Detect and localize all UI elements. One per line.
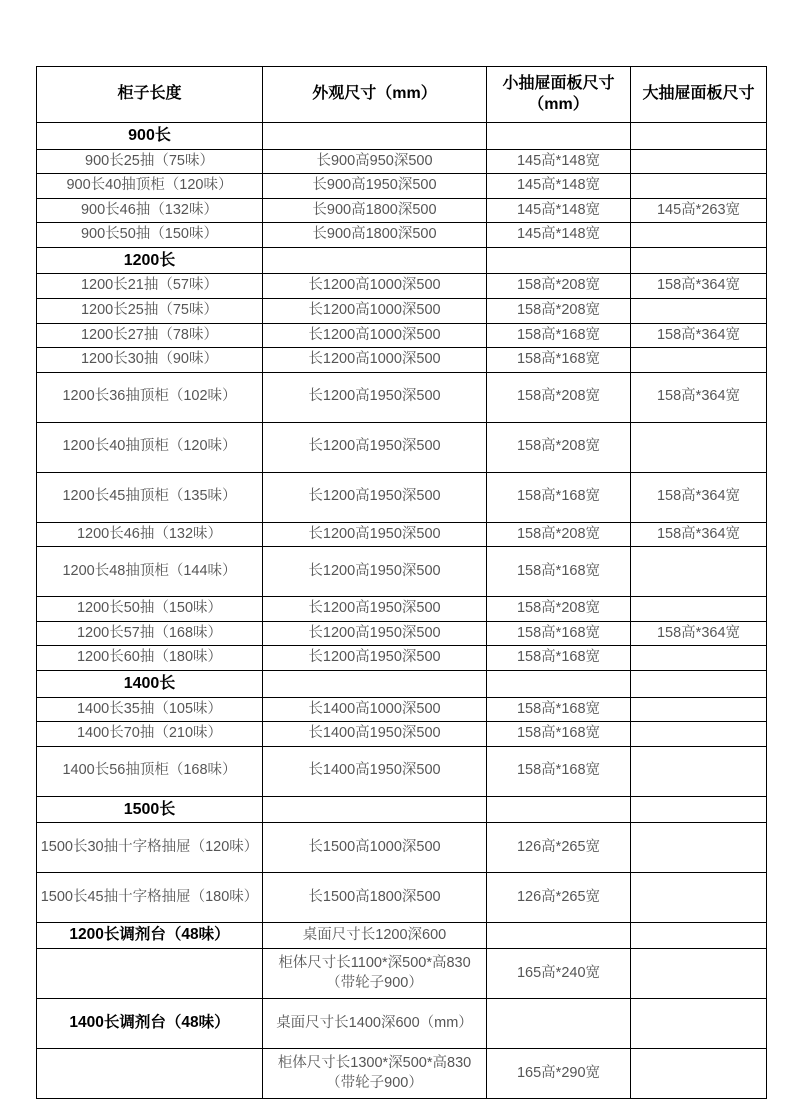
cell-small-drawer-panel bbox=[487, 796, 631, 823]
cell-cabinet-length: 1200长48抽顶柜（144味） bbox=[37, 547, 263, 597]
cell-cabinet-length: 1200长36抽顶柜（102味） bbox=[37, 372, 263, 422]
cell-small-drawer-panel: 126高*265宽 bbox=[487, 873, 631, 923]
cell-exterior-size: 长1200高1950深500 bbox=[263, 646, 487, 671]
cell-large-drawer-panel bbox=[631, 247, 767, 274]
table-row bbox=[37, 646, 767, 671]
cell-large-drawer-panel bbox=[631, 174, 767, 199]
section-header-row bbox=[37, 796, 767, 823]
cell-small-drawer-panel: 145高*148宽 bbox=[487, 149, 631, 174]
cell-large-drawer-panel: 158高*364宽 bbox=[631, 274, 767, 299]
table-header-row bbox=[37, 67, 767, 123]
cell-small-drawer-panel: 165高*290宽 bbox=[487, 1049, 631, 1099]
cell-large-drawer-panel bbox=[631, 299, 767, 324]
cell-small-drawer-panel: 145高*148宽 bbox=[487, 223, 631, 248]
cell-exterior-size: 柜体尺寸长1100*深500*高830（带轮子900） bbox=[263, 949, 487, 999]
cell-small-drawer-panel: 158高*208宽 bbox=[487, 597, 631, 622]
table-row bbox=[37, 597, 767, 622]
cell-large-drawer-panel: 158高*364宽 bbox=[631, 522, 767, 547]
cell-cabinet-length: 1200长21抽（57味） bbox=[37, 274, 263, 299]
cell-cabinet-length: 1200长46抽（132味） bbox=[37, 522, 263, 547]
cell-large-drawer-panel: 158高*364宽 bbox=[631, 372, 767, 422]
table-row bbox=[37, 522, 767, 547]
header-small-drawer-line1: 小抽屉面板尺寸 bbox=[502, 74, 615, 92]
cell-large-drawer-panel bbox=[631, 1049, 767, 1099]
cell-exterior-size: 长1200高1950深500 bbox=[263, 547, 487, 597]
cell-large-drawer-panel: 158高*364宽 bbox=[631, 621, 767, 646]
cell-small-drawer-panel bbox=[487, 247, 631, 274]
cell-cabinet-length: 1200长 bbox=[37, 247, 263, 274]
cell-exterior-size: 长1200高1950深500 bbox=[263, 422, 487, 472]
cell-exterior-size: 长900高1800深500 bbox=[263, 198, 487, 223]
spec-table-container bbox=[36, 66, 766, 1099]
table-row bbox=[37, 348, 767, 373]
header-small-drawer-panel-size bbox=[487, 67, 631, 123]
cell-cabinet-length: 1200长25抽（75味） bbox=[37, 299, 263, 324]
table-row bbox=[37, 422, 767, 472]
cell-cabinet-length bbox=[37, 949, 263, 999]
cell-small-drawer-panel: 145高*148宽 bbox=[487, 174, 631, 199]
cell-cabinet-length: 1500长45抽十字格抽屉（180味） bbox=[37, 873, 263, 923]
desk-body-row bbox=[37, 949, 767, 999]
cell-small-drawer-panel bbox=[487, 670, 631, 697]
cell-large-drawer-panel bbox=[631, 746, 767, 796]
table-row bbox=[37, 873, 767, 923]
table-row bbox=[37, 198, 767, 223]
cell-exterior-size: 柜体尺寸长1300*深500*高830（带轮子900） bbox=[263, 1049, 487, 1099]
cell-cabinet-length: 1500长30抽十字格抽屉（120味） bbox=[37, 823, 263, 873]
cell-cabinet-length: 1200长60抽（180味） bbox=[37, 646, 263, 671]
cell-cabinet-length: 1200长45抽顶柜（135味） bbox=[37, 472, 263, 522]
table-row bbox=[37, 223, 767, 248]
cell-exterior-size: 桌面尺寸长1400深600（mm） bbox=[263, 999, 487, 1049]
table-row bbox=[37, 149, 767, 174]
cell-cabinet-length: 1200长40抽顶柜（120味） bbox=[37, 422, 263, 472]
desk-body-row bbox=[37, 1049, 767, 1099]
cell-cabinet-length: 1200长30抽（90味） bbox=[37, 348, 263, 373]
table-row bbox=[37, 697, 767, 722]
header-cabinet-length: 柜子长度 bbox=[37, 67, 263, 123]
cell-exterior-size: 长1200高1950深500 bbox=[263, 621, 487, 646]
cell-large-drawer-panel bbox=[631, 823, 767, 873]
cell-cabinet-length: 1200长50抽（150味） bbox=[37, 597, 263, 622]
cell-exterior-size: 桌面尺寸长1200深600 bbox=[263, 923, 487, 949]
cell-large-drawer-panel bbox=[631, 422, 767, 472]
table-row bbox=[37, 621, 767, 646]
cell-small-drawer-panel bbox=[487, 123, 631, 150]
cell-exterior-size: 长900高950深500 bbox=[263, 149, 487, 174]
cell-cabinet-length: 900长40抽顶柜（120味） bbox=[37, 174, 263, 199]
cell-exterior-size: 长1500高1800深500 bbox=[263, 873, 487, 923]
cell-exterior-size: 长1400高1950深500 bbox=[263, 746, 487, 796]
cell-small-drawer-panel: 158高*208宽 bbox=[487, 522, 631, 547]
cell-exterior-size bbox=[263, 123, 487, 150]
cell-cabinet-length: 1200长调剂台（48味） bbox=[37, 923, 263, 949]
cell-large-drawer-panel bbox=[631, 697, 767, 722]
cell-small-drawer-panel: 158高*168宽 bbox=[487, 646, 631, 671]
table-row bbox=[37, 746, 767, 796]
cabinet-spec-table bbox=[36, 66, 767, 1099]
table-row bbox=[37, 323, 767, 348]
cell-cabinet-length bbox=[37, 1049, 263, 1099]
table-row bbox=[37, 299, 767, 324]
cell-exterior-size: 长1200高1950深500 bbox=[263, 597, 487, 622]
cell-small-drawer-panel: 158高*168宽 bbox=[487, 472, 631, 522]
cell-exterior-size: 长1200高1000深500 bbox=[263, 323, 487, 348]
table-row bbox=[37, 174, 767, 199]
desk-title-row bbox=[37, 999, 767, 1049]
cell-small-drawer-panel: 158高*168宽 bbox=[487, 746, 631, 796]
cell-large-drawer-panel bbox=[631, 646, 767, 671]
cell-exterior-size: 长900高1950深500 bbox=[263, 174, 487, 199]
cell-large-drawer-panel bbox=[631, 999, 767, 1049]
cell-large-drawer-panel bbox=[631, 949, 767, 999]
table-row bbox=[37, 372, 767, 422]
section-header-row bbox=[37, 123, 767, 150]
cell-large-drawer-panel bbox=[631, 149, 767, 174]
cell-cabinet-length: 1400长调剂台（48味） bbox=[37, 999, 263, 1049]
cell-large-drawer-panel bbox=[631, 670, 767, 697]
header-large-drawer-panel-size: 大抽屉面板尺寸 bbox=[631, 67, 767, 123]
cell-large-drawer-panel: 145高*263宽 bbox=[631, 198, 767, 223]
cell-cabinet-length: 1400长56抽顶柜（168味） bbox=[37, 746, 263, 796]
cell-exterior-size: 长1200高1950深500 bbox=[263, 372, 487, 422]
section-header-row bbox=[37, 247, 767, 274]
cell-exterior-size: 长1200高1950深500 bbox=[263, 472, 487, 522]
section-header-row bbox=[37, 670, 767, 697]
desk-title-row bbox=[37, 923, 767, 949]
cell-large-drawer-panel bbox=[631, 123, 767, 150]
cell-large-drawer-panel bbox=[631, 547, 767, 597]
cell-exterior-size bbox=[263, 670, 487, 697]
cell-cabinet-length: 1400长 bbox=[37, 670, 263, 697]
cell-small-drawer-panel: 158高*208宽 bbox=[487, 422, 631, 472]
cell-cabinet-length: 1400长35抽（105味） bbox=[37, 697, 263, 722]
header-exterior-size: 外观尺寸（mm） bbox=[263, 67, 487, 123]
cell-small-drawer-panel: 158高*168宽 bbox=[487, 547, 631, 597]
cell-exterior-size: 长1400高1950深500 bbox=[263, 722, 487, 747]
cell-exterior-size: 长1200高1950深500 bbox=[263, 522, 487, 547]
cell-cabinet-length: 1200长27抽（78味） bbox=[37, 323, 263, 348]
cell-large-drawer-panel bbox=[631, 923, 767, 949]
cell-cabinet-length: 1200长57抽（168味） bbox=[37, 621, 263, 646]
table-row bbox=[37, 823, 767, 873]
cell-cabinet-length: 1400长70抽（210味） bbox=[37, 722, 263, 747]
cell-small-drawer-panel: 145高*148宽 bbox=[487, 198, 631, 223]
cell-large-drawer-panel bbox=[631, 597, 767, 622]
cell-small-drawer-panel: 158高*208宽 bbox=[487, 299, 631, 324]
cell-cabinet-length: 900长 bbox=[37, 123, 263, 150]
cell-small-drawer-panel: 158高*208宽 bbox=[487, 274, 631, 299]
cell-small-drawer-panel: 158高*168宽 bbox=[487, 697, 631, 722]
cell-small-drawer-panel: 158高*168宽 bbox=[487, 621, 631, 646]
cell-exterior-size: 长1200高1000深500 bbox=[263, 274, 487, 299]
cell-small-drawer-panel bbox=[487, 923, 631, 949]
cell-cabinet-length: 900长50抽（150味） bbox=[37, 223, 263, 248]
cell-large-drawer-panel bbox=[631, 722, 767, 747]
cell-small-drawer-panel: 126高*265宽 bbox=[487, 823, 631, 873]
cell-large-drawer-panel: 158高*364宽 bbox=[631, 472, 767, 522]
table-row bbox=[37, 722, 767, 747]
cell-small-drawer-panel: 165高*240宽 bbox=[487, 949, 631, 999]
cell-exterior-size: 长1200高1000深500 bbox=[263, 348, 487, 373]
cell-large-drawer-panel bbox=[631, 796, 767, 823]
table-row bbox=[37, 472, 767, 522]
cell-cabinet-length: 900长25抽（75味） bbox=[37, 149, 263, 174]
table-row bbox=[37, 274, 767, 299]
cell-small-drawer-panel: 158高*168宽 bbox=[487, 722, 631, 747]
cell-small-drawer-panel: 158高*168宽 bbox=[487, 323, 631, 348]
cell-large-drawer-panel bbox=[631, 873, 767, 923]
table-body bbox=[37, 123, 767, 1099]
cell-small-drawer-panel bbox=[487, 999, 631, 1049]
cell-cabinet-length: 1500长 bbox=[37, 796, 263, 823]
cell-large-drawer-panel bbox=[631, 348, 767, 373]
cell-exterior-size: 长1500高1000深500 bbox=[263, 823, 487, 873]
cell-small-drawer-panel: 158高*168宽 bbox=[487, 348, 631, 373]
cell-exterior-size bbox=[263, 247, 487, 274]
header-small-drawer-line2: （mm） bbox=[528, 95, 589, 113]
cell-exterior-size: 长1400高1000深500 bbox=[263, 697, 487, 722]
cell-exterior-size: 长1200高1000深500 bbox=[263, 299, 487, 324]
cell-small-drawer-panel: 158高*208宽 bbox=[487, 372, 631, 422]
cell-exterior-size bbox=[263, 796, 487, 823]
table-row bbox=[37, 547, 767, 597]
cell-large-drawer-panel bbox=[631, 223, 767, 248]
cell-exterior-size: 长900高1800深500 bbox=[263, 223, 487, 248]
cell-cabinet-length: 900长46抽（132味） bbox=[37, 198, 263, 223]
cell-large-drawer-panel: 158高*364宽 bbox=[631, 323, 767, 348]
